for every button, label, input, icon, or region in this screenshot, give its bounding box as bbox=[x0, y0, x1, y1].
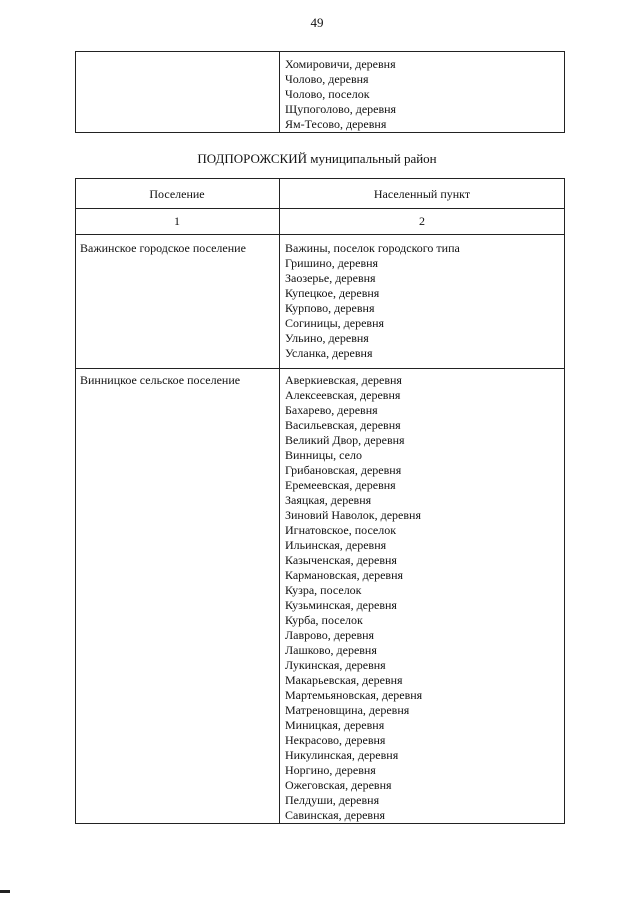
locality-item: Кузра, поселок bbox=[285, 583, 362, 597]
table-border-left bbox=[75, 51, 76, 133]
locality-item: Васильевская, деревня bbox=[285, 418, 401, 432]
table-border-bottom bbox=[75, 132, 565, 133]
locality-item: Еремеевская, деревня bbox=[285, 478, 396, 492]
header-row-divider bbox=[75, 208, 565, 209]
locality-item: Винницы, село bbox=[285, 448, 362, 462]
locality-item: Ям-Тесово, деревня bbox=[285, 117, 387, 131]
locality-item: Ожеговская, деревня bbox=[285, 778, 392, 792]
locality-item: Чолово, поселок bbox=[285, 87, 370, 101]
locality-item: Казыченская, деревня bbox=[285, 553, 397, 567]
locality-item: Пелдуши, деревня bbox=[285, 793, 380, 807]
locality-item: Некрасово, деревня bbox=[285, 733, 386, 747]
locality-list bbox=[285, 241, 460, 361]
table-border-left bbox=[75, 178, 76, 824]
column-number-2: 2 bbox=[419, 214, 425, 228]
locality-item: Гришино, деревня bbox=[285, 256, 379, 270]
locality-item: Грибановская, деревня bbox=[285, 463, 402, 477]
locality-item: Заозерье, деревня bbox=[285, 271, 376, 285]
locality-item: Игнатовское, поселок bbox=[285, 523, 397, 537]
table-column-divider bbox=[279, 51, 280, 133]
locality-item: Норгино, деревня bbox=[285, 763, 376, 777]
table-border-top bbox=[75, 51, 565, 52]
scan-edge-mark bbox=[0, 890, 10, 893]
locality-item: Зиновий Наволок, деревня bbox=[285, 508, 421, 522]
locality-item: Ильинская, деревня bbox=[285, 538, 387, 552]
locality-item: Матреновщина, деревня bbox=[285, 703, 410, 717]
settlement-name: Винницкое сельское поселение bbox=[80, 373, 241, 387]
locality-item: Хомировичи, деревня bbox=[285, 57, 396, 71]
locality-item: Великий Двор, деревня bbox=[285, 433, 405, 447]
settlements-table bbox=[75, 178, 565, 824]
locality-item: Курпово, деревня bbox=[285, 301, 375, 315]
locality-item: Кармановская, деревня bbox=[285, 568, 404, 582]
locality-item: Лаврово, деревня bbox=[285, 628, 375, 642]
locality-item: Важины, поселок городского типа bbox=[285, 241, 460, 255]
locality-item: Заяцкая, деревня bbox=[285, 493, 372, 507]
locality-item: Лукинская, деревня bbox=[285, 658, 386, 672]
locality-item: Щупоголово, деревня bbox=[285, 102, 397, 116]
locality-item: Бахарево, деревня bbox=[285, 403, 378, 417]
column-number-row-divider bbox=[75, 234, 565, 235]
locality-item: Миницкая, деревня bbox=[285, 718, 385, 732]
table-border-bottom bbox=[75, 823, 565, 824]
locality-item: Аверкиевская, деревня bbox=[285, 373, 402, 387]
locality-item: Согиницы, деревня bbox=[285, 316, 385, 330]
table-border-top bbox=[75, 178, 565, 179]
continuation-table bbox=[75, 51, 565, 133]
locality-item: Мартемьяновская, деревня bbox=[285, 688, 423, 702]
continuation-settlement-list bbox=[285, 57, 396, 132]
locality-item: Никулинская, деревня bbox=[285, 748, 399, 762]
section-title: ПОДПОРОЖСКИЙ муниципальный район bbox=[197, 151, 437, 166]
locality-item: Макарьевская, деревня bbox=[285, 673, 403, 687]
locality-item: Савинская, деревня bbox=[285, 808, 386, 822]
column-header-settlement: Поселение bbox=[149, 187, 205, 201]
locality-item: Чолово, деревня bbox=[285, 72, 369, 86]
settlement-name: Важинское городское поселение bbox=[80, 241, 246, 255]
locality-list bbox=[285, 373, 422, 823]
locality-item: Алексеевская, деревня bbox=[285, 388, 401, 402]
page-number: 49 bbox=[310, 15, 324, 30]
column-header-locality: Населенный пункт bbox=[373, 187, 471, 201]
locality-item: Курба, поселок bbox=[285, 613, 363, 627]
table-column-divider bbox=[279, 178, 280, 824]
locality-item: Купецкое, деревня bbox=[285, 286, 380, 300]
locality-item: Кузьминская, деревня bbox=[285, 598, 397, 612]
locality-item: Усланка, деревня bbox=[285, 346, 373, 360]
table-border-right bbox=[564, 51, 565, 133]
locality-item: Ульино, деревня bbox=[285, 331, 369, 345]
table-border-right bbox=[564, 178, 565, 824]
row-divider bbox=[75, 368, 565, 369]
column-number-1: 1 bbox=[174, 214, 180, 228]
locality-item: Лашково, деревня bbox=[285, 643, 377, 657]
